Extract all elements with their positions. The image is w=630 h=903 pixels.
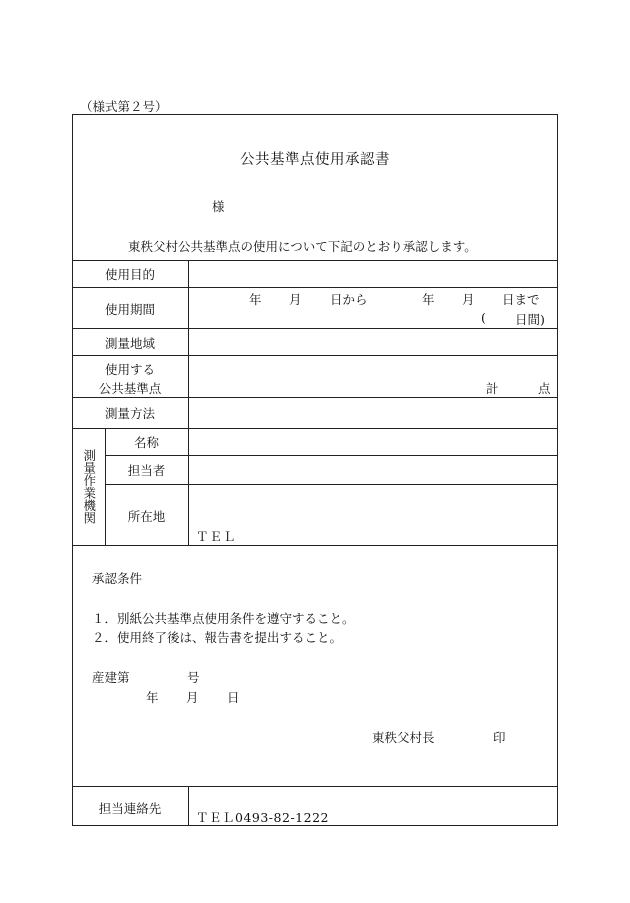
period-to-month: 月 (462, 292, 475, 307)
area-label: 測量地域 (104, 336, 155, 351)
contact-label: 担当連絡先 (98, 801, 162, 816)
condition-item: ２．使用終了後は、報告書を提出すること。 (92, 630, 343, 645)
issue-year: 年 (146, 690, 159, 705)
issuer-name: 東秩父村長 (372, 730, 435, 745)
issue-day: 日 (227, 690, 240, 705)
period-days: 日間) (515, 312, 545, 327)
row-divider (105, 484, 558, 485)
row-divider (72, 545, 558, 546)
period-paren-open: ( (481, 310, 486, 325)
period-from-month: 月 (289, 292, 302, 307)
condition-item: １．別紙公共基準点使用条件を遵守すること。 (92, 611, 355, 626)
period-from-day: 日から (330, 292, 368, 307)
row-divider (72, 428, 558, 429)
points-count-suffix: 点 (538, 381, 551, 396)
row-divider (72, 328, 558, 329)
purpose-label: 使用目的 (104, 267, 155, 282)
row-divider (72, 287, 558, 288)
intro-text: 東秩父村公共基準点の使用について下記のとおり承認します。 (128, 239, 477, 254)
period-to-day: 日まで (502, 292, 540, 307)
points-label-line2: 公共基準点 (98, 381, 162, 396)
period-label: 使用期間 (104, 302, 155, 317)
agency-group-label (72, 428, 105, 545)
row-divider (72, 355, 558, 356)
row-divider (72, 786, 558, 787)
contact-tel: ＴＥＬ0493-82-1222 (196, 810, 329, 825)
issue-number-suffix: 号 (187, 670, 200, 685)
points-count-prefix: 計 (486, 381, 499, 396)
column-divider (188, 260, 189, 545)
form-number: （様式第２号） (80, 99, 168, 114)
period-to-year: 年 (422, 292, 435, 307)
document-title: 公共基準点使用承認書 (240, 152, 390, 168)
row-divider (72, 260, 558, 261)
method-label: 測量方法 (104, 406, 155, 421)
issuer-seal: 印 (493, 730, 506, 745)
conditions-heading: 承認条件 (92, 571, 143, 586)
row-divider (105, 455, 558, 456)
row-divider (72, 397, 558, 398)
agency-group-text: 測量作業機関 (81, 449, 97, 524)
column-divider (188, 786, 189, 826)
issue-month: 月 (186, 690, 199, 705)
period-from-year: 年 (249, 292, 262, 307)
points-label-line1: 使用する (104, 362, 155, 377)
agency-name-label: 名称 (133, 435, 159, 450)
addressee-suffix: 様 (212, 199, 225, 214)
issue-number-prefix: 産建第 (92, 670, 130, 685)
agency-address-label: 所在地 (127, 509, 166, 524)
agency-person-label: 担当者 (127, 463, 166, 478)
agency-tel-label: ＴＥＬ (196, 529, 237, 544)
